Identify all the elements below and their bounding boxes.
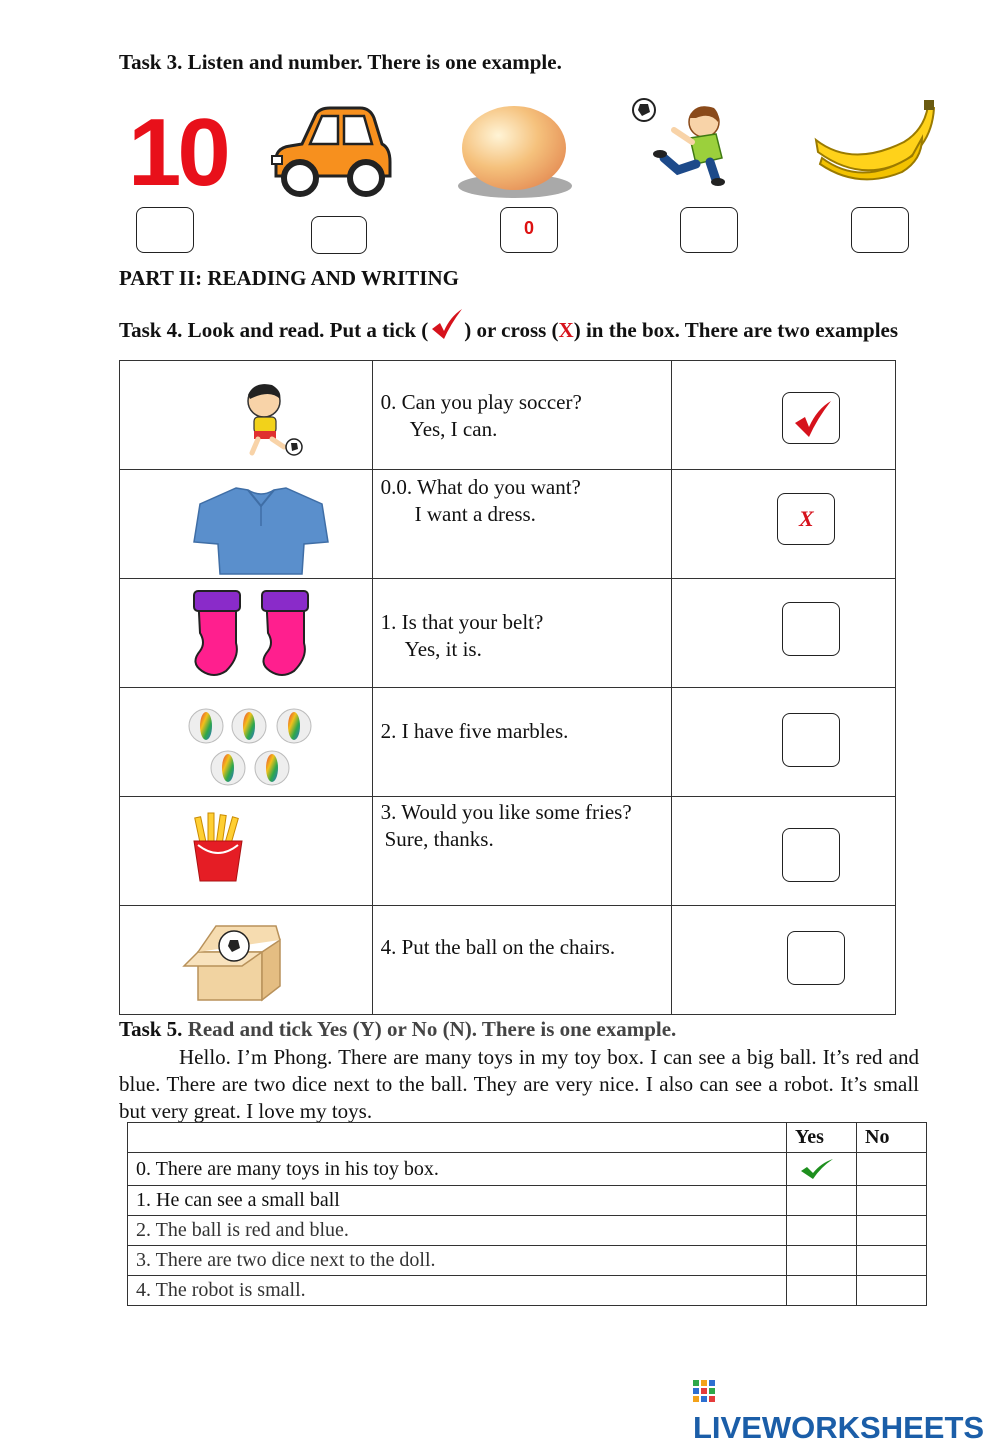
task3-title: Task 3. Listen and number. There is one example. bbox=[119, 50, 562, 74]
task4-row bbox=[120, 579, 896, 688]
boy-soccer-picture bbox=[228, 377, 308, 457]
task5-paragraph: Hello. I’m Phong. There are many toys in my toy box. I can see a big ball. It’s red and blue. There are two dice next to the ball. They are very nice. I also can see a robot. It’s small but very great. I love my toys. bbox=[119, 1045, 919, 1123]
ball-in-box-picture bbox=[182, 922, 286, 1002]
task5-row bbox=[128, 1246, 927, 1276]
no-cell[interactable] bbox=[857, 1186, 927, 1216]
statement-text: 3. There are two dice next to the doll. bbox=[128, 1246, 787, 1276]
answer-box-bananas[interactable] bbox=[851, 207, 909, 253]
tick-box-4[interactable] bbox=[787, 931, 845, 985]
task5-header-row bbox=[128, 1123, 927, 1153]
statement-text: 1. He can see a small ball bbox=[128, 1186, 787, 1216]
tick-box-2[interactable] bbox=[782, 713, 840, 767]
statement-text: 0. There are many toys in his toy box. bbox=[128, 1153, 787, 1186]
yes-cell[interactable] bbox=[787, 1186, 857, 1216]
logo-grid-icon bbox=[693, 1380, 715, 1404]
tick-box-3[interactable] bbox=[782, 828, 840, 882]
task4-row bbox=[120, 797, 896, 906]
statement-text: 2. The ball is red and blue. bbox=[128, 1216, 787, 1246]
pink-socks-picture bbox=[182, 587, 322, 679]
part2-title: PART II: READING AND WRITING bbox=[119, 266, 459, 290]
task4-row bbox=[120, 906, 896, 1015]
yes-cell[interactable] bbox=[787, 1216, 857, 1246]
task5-row bbox=[128, 1186, 927, 1216]
no-cell[interactable] bbox=[857, 1246, 927, 1276]
liveworksheets-logo: LIVEWORKSHEETS bbox=[693, 1374, 1000, 1446]
cross-box-example[interactable] bbox=[777, 493, 835, 545]
task4-row bbox=[120, 470, 896, 579]
tick-box-example[interactable] bbox=[782, 392, 840, 444]
red-tick-icon bbox=[793, 399, 833, 439]
task5-row bbox=[128, 1153, 927, 1186]
task4-table bbox=[119, 360, 896, 1015]
statement-text: 4. The robot is small. bbox=[128, 1276, 787, 1306]
task4-title: Task 4. Look and read. Put a tick ( ) or cross (X) in the box. There are two examples bbox=[119, 307, 919, 344]
no-cell[interactable] bbox=[857, 1276, 927, 1306]
boy-kicking-ball-picture bbox=[630, 94, 730, 186]
task4-row bbox=[120, 361, 896, 470]
answer-line: Sure, thanks. bbox=[384, 827, 494, 851]
question-line: 2. I have five marbles. bbox=[380, 719, 569, 743]
yes-cell[interactable] bbox=[787, 1246, 857, 1276]
no-cell[interactable] bbox=[857, 1216, 927, 1246]
blue-shirt-picture bbox=[192, 486, 330, 576]
answer-box-egg[interactable] bbox=[500, 207, 558, 253]
red-cross-mark: X bbox=[798, 506, 814, 531]
task5-row bbox=[128, 1216, 927, 1246]
question-line: 1. Is that your belt? bbox=[380, 610, 544, 634]
answer-box-car[interactable] bbox=[311, 216, 367, 254]
yes-header: Yes bbox=[787, 1123, 857, 1153]
answer-box-boy[interactable] bbox=[680, 207, 738, 253]
marbles-picture bbox=[186, 708, 316, 788]
task4-row bbox=[120, 688, 896, 797]
bananas-picture bbox=[812, 98, 938, 184]
task5-title: Task 5. Read and tick Yes (Y) or No (N). There is one example. bbox=[119, 1017, 677, 1041]
answer-box-ten[interactable] bbox=[136, 207, 194, 253]
answer-line: I want a dress. bbox=[414, 502, 536, 526]
question-line: 0.0. What do you want? bbox=[380, 475, 581, 499]
task5-table bbox=[127, 1122, 927, 1306]
yes-cell[interactable] bbox=[787, 1153, 857, 1186]
answer-line: Yes, I can. bbox=[409, 417, 498, 441]
question-line: 3. Would you like some fries? bbox=[380, 800, 632, 824]
example-answer: 0 bbox=[523, 218, 534, 238]
answer-line: Yes, it is. bbox=[404, 637, 482, 661]
tick-box-1[interactable] bbox=[782, 602, 840, 656]
question-line: 4. Put the ball on the chairs. bbox=[380, 935, 616, 959]
question-line: 0. Can you play soccer? bbox=[380, 390, 582, 414]
no-header: No bbox=[857, 1123, 927, 1153]
tick-icon bbox=[428, 307, 464, 341]
task5-row bbox=[128, 1276, 927, 1306]
egg-picture bbox=[456, 104, 574, 200]
green-check-icon bbox=[799, 1157, 835, 1181]
no-cell[interactable] bbox=[857, 1153, 927, 1186]
fries-picture bbox=[190, 811, 246, 883]
car-picture bbox=[268, 104, 392, 202]
yes-cell[interactable] bbox=[787, 1276, 857, 1306]
number-ten-picture: 10 bbox=[128, 99, 227, 206]
